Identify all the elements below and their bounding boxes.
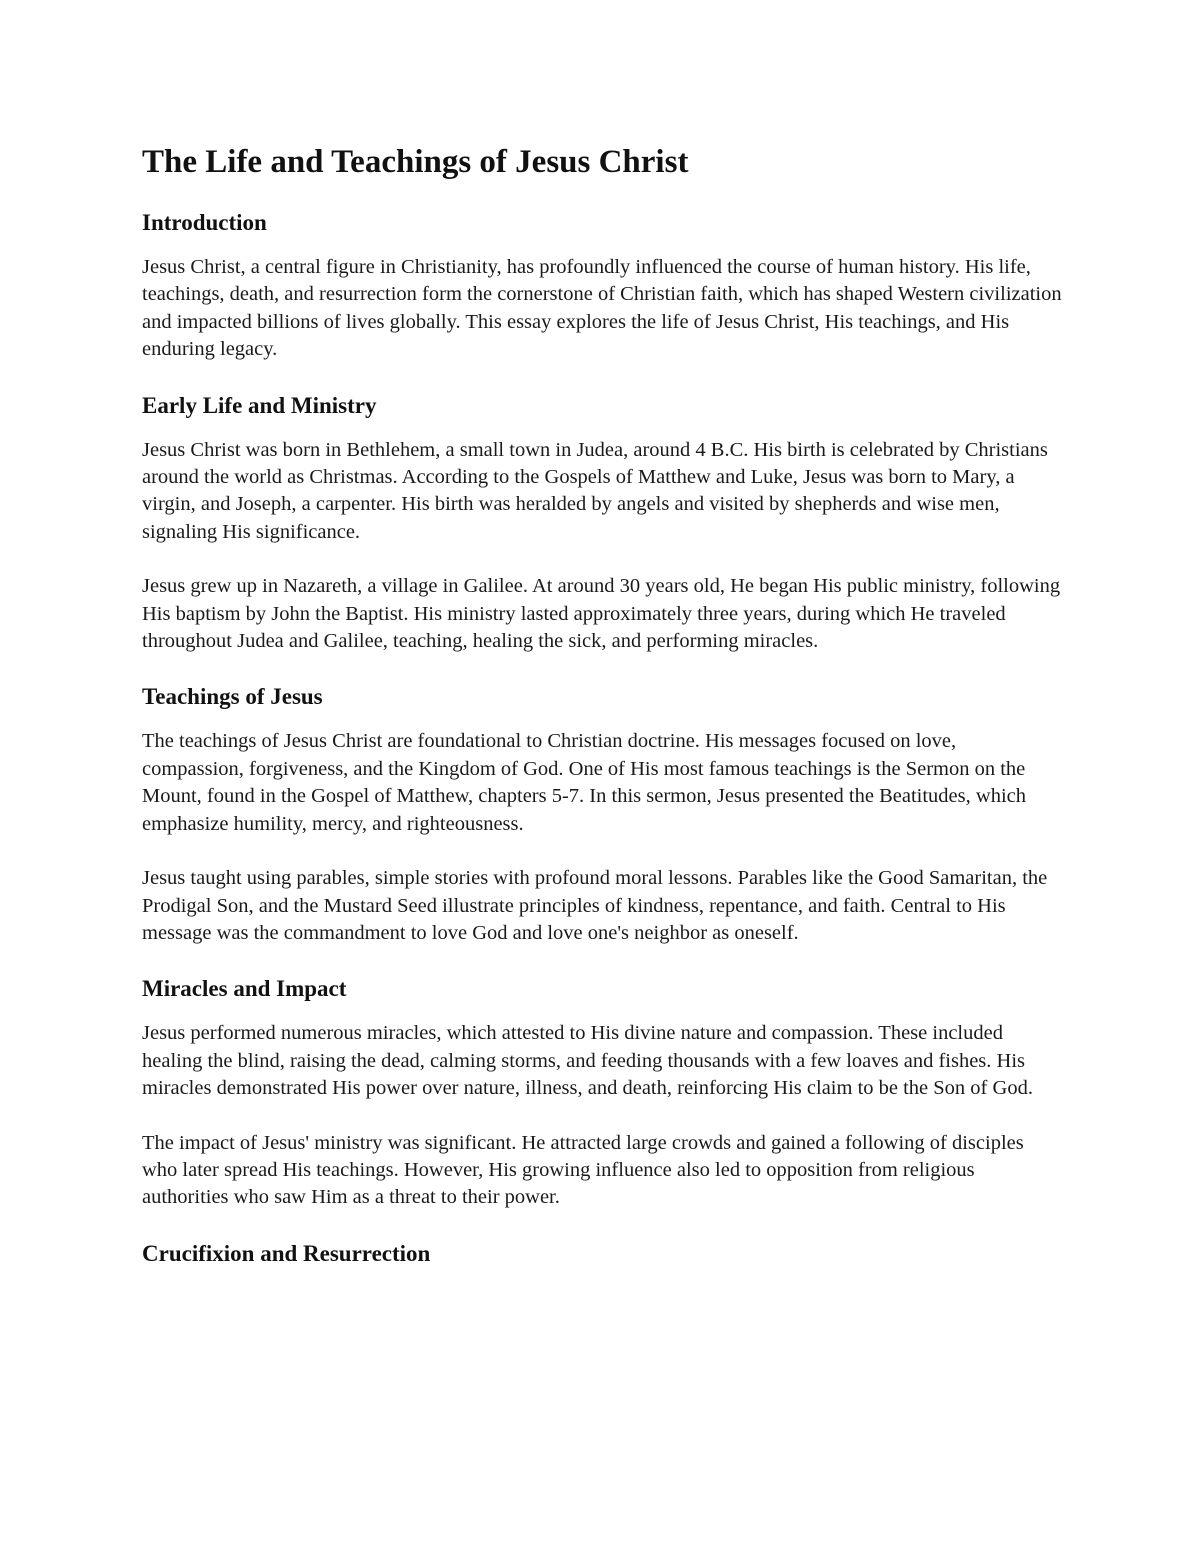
- section-heading-teachings: Teachings of Jesus: [142, 684, 323, 710]
- section-paragraph: Jesus taught using parables, simple stories with profound moral lessons. Parables like the Good Samaritan, the Prodigal Son, and the Mustard Seed illustrate principles of kindness, repentance, and faith. Central to His message was the commandment to love God and love one's neighbor as oneself.: [142, 867, 1048, 944]
- section-heading-early-life: Early Life and Ministry: [142, 392, 377, 418]
- section-paragraph: The teachings of Jesus Christ are foundational to Christian doctrine. His messages focused on love, compassion, forgiveness, and the Kingdom of God. One of His most famous teachings is the Sermon on the Mount, found in the Gospel of Matthew, chapters 5-7. In this sermon, Jesus presented the Beatitudes, which emphasize humility, mercy, and righteousness.: [142, 730, 1026, 835]
- section-paragraph: The impact of Jesus' ministry was significant. He attracted large crowds and gained a following of disciples who later spread His teachings. However, His growing influence also led to opposition from religious authorities who saw Him as a threat to their power.: [142, 1131, 1024, 1209]
- section-heading-introduction: Introduction: [142, 210, 267, 235]
- section-heading-miracles: Miracles and Impact: [142, 976, 347, 1002]
- section-paragraph: Jesus Christ, a central figure in Christianity, has profoundly influenced the course of human history. His life, teachings, death, and resurrection form the cornerstone of Christian faith, which has shaped Western civilization and impacted billions of lives globally. This essay explores the life of Jesus Christ, His teachings, and His enduring legacy.: [142, 256, 1062, 361]
- section-paragraph: Jesus grew up in Nazareth, a village in Galilee. At around 30 years old, He began His public ministry, following His baptism by John the Baptist. His ministry lasted approximately three years, during which He traveled throughout Judea and Galilee, teaching, healing the sick, and performing miracles.: [142, 575, 1061, 653]
- section-heading-crucifixion: Crucifixion and Resurrection: [142, 1240, 431, 1266]
- section-paragraph: Jesus performed numerous miracles, which attested to His divine nature and compassion. These included healing the blind, raising the dead, calming storms, and feeding thousands with a few loaves and fishes. His miracles demonstrated His power over nature, illness, and death, reinforcing His claim to be the Son of God.: [142, 1022, 1033, 1100]
- document-title: The Life and Teachings of Jesus Christ: [142, 144, 689, 180]
- document-body: [142, 138, 1062, 1285]
- section-paragraph: Jesus Christ was born in Bethlehem, a small town in Judea, around 4 B.C. His birth is celebrated by Christians around the world as Christmas. According to the Gospels of Matthew and Luke, Jesus was born to Mary, a virgin, and Joseph, a carpenter. His birth was heralded by angels and visited by shepherds and wise men, signaling His significance.: [142, 438, 1048, 543]
